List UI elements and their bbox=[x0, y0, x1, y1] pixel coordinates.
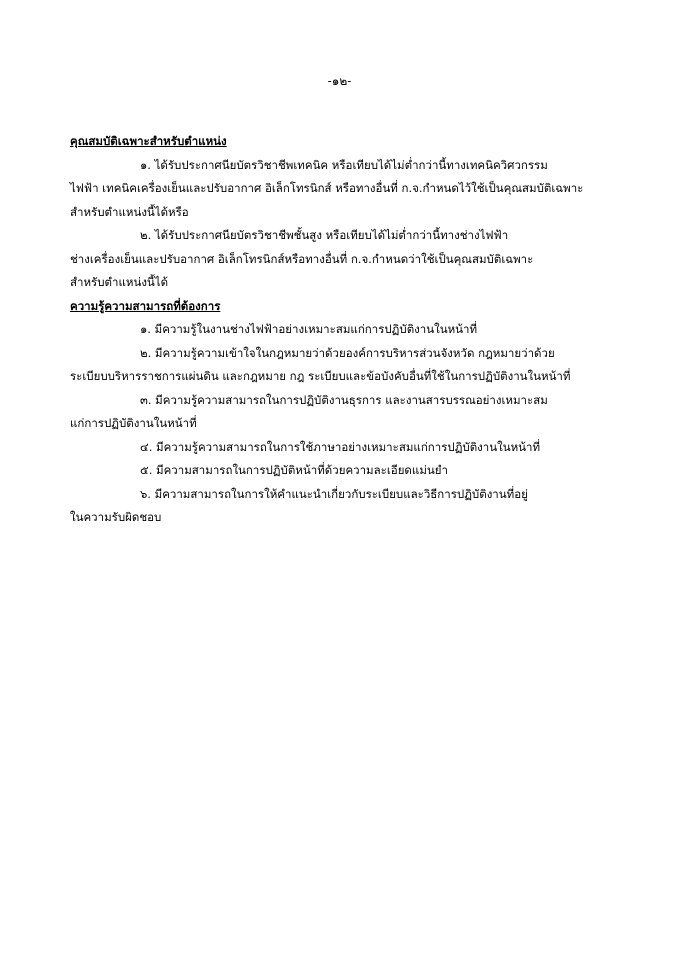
paragraph-line: ๓. มีความรู้ความสามารถในการปฏิบัติงานธุรการ และงานสารบรรณอย่างเหมาะสม bbox=[140, 392, 548, 407]
paragraph-line: ช่างเครื่องเย็นและปรับอากาศ อิเล็กโทรนิกส์หรือทางอื่นที่ ก.จ.กำหนดว่าใช้เป็นคุณสมบัติเฉพาะ bbox=[70, 251, 534, 266]
paragraph-line: ๒. มีความรู้ความเข้าใจในกฎหมายว่าด้วยองค์การบริหารส่วนจังหวัด กฎหมายว่าด้วย bbox=[140, 345, 555, 360]
paragraph-line: ในความรับผิดชอบ bbox=[70, 510, 162, 524]
section-heading: ความรู้ความสามารถที่ต้องการ bbox=[70, 298, 221, 313]
section-heading: คุณสมบัติเฉพาะสำหรับตำแหน่ง bbox=[70, 134, 227, 148]
qualification-item bbox=[70, 224, 610, 295]
paragraph-line: สำหรับตำแหน่งนี้ได้หรือ bbox=[70, 204, 189, 219]
paragraph-line: ๔. มีความรู้ความสามารถในการใช้ภาษาอย่างเหมาะสมแก่การปฏิบัติงานในหน้าที่ bbox=[140, 439, 541, 454]
competency-item bbox=[70, 483, 610, 530]
page-number: -๑๒- bbox=[327, 74, 352, 88]
competency-item bbox=[70, 342, 610, 389]
competency-item bbox=[70, 318, 610, 342]
section-qualifications bbox=[70, 130, 610, 295]
paragraph-line: ๑. ได้รับประกาศนียบัตรวิชาชีพเทคนิค หรือเทียบได้ไม่ต่ำกว่านี้ทางเทคนิควิศวกรรม bbox=[140, 157, 548, 172]
qualification-item bbox=[70, 154, 610, 225]
competency-item bbox=[70, 436, 610, 460]
paragraph-line: สำหรับตำแหน่งนี้ได้ bbox=[70, 275, 169, 289]
paragraph-line: ระเบียบบริหารราชการแผ่นดิน และกฎหมาย กฎ ระเบียบและข้อบังคับอื่นที่ใช้ในการปฏิบัติงานในหน้าที่ bbox=[70, 369, 571, 383]
competency-item bbox=[70, 459, 610, 483]
paragraph-line: ๕. มีความสามารถในการปฏิบัติหน้าที่ด้วยความละเอียดแม่นยำ bbox=[140, 463, 448, 477]
document-body bbox=[70, 130, 610, 530]
paragraph-line: แก่การปฏิบัติงานในหน้าที่ bbox=[70, 416, 197, 430]
competency-item bbox=[70, 389, 610, 436]
paragraph-line: ๒. ได้รับประกาศนียบัตรวิชาชีพชั้นสูง หรือเทียบได้ไม่ต่ำกว่านี้ทางช่างไฟฟ้า bbox=[140, 228, 509, 242]
paragraph-line: ๑. มีความรู้ในงานช่างไฟฟ้าอย่างเหมาะสมแก่การปฏิบัติงานในหน้าที่ bbox=[140, 322, 478, 336]
paragraph-line: ๖. มีความสามารถในการให้คำแนะนำเกี่ยวกับระเบียบและวิธีการปฏิบัติงานที่อยู่ bbox=[140, 486, 528, 501]
section-competencies bbox=[70, 295, 610, 530]
paragraph-line: ไฟฟ้า เทคนิคเครื่องเย็นและปรับอากาศ อิเล็กโทรนิกส์ หรือทางอื่นที่ ก.จ.กำหนดไว้ใช้เป็นคุณสมบัติเฉพาะ bbox=[70, 181, 584, 195]
